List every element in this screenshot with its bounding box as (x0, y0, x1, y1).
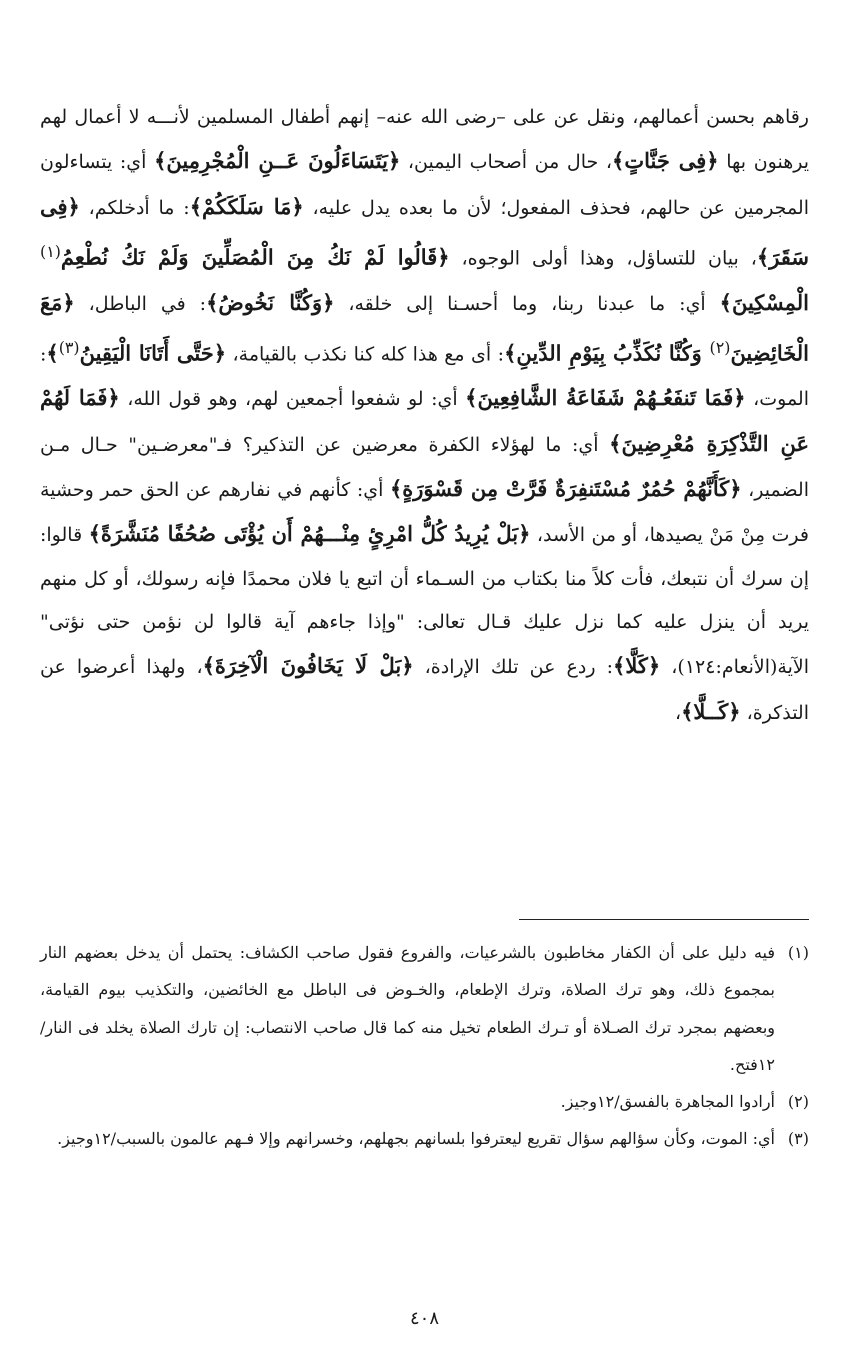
body-segment: ، حال من أصحاب اليمين، (400, 151, 613, 174)
page-number: ٤٠٨ (409, 1308, 439, 1329)
footnote-text: أرادوا المجاهرة بالفسق/١٢وجيز. (560, 1092, 775, 1112)
footnote-1 (40, 934, 809, 1083)
body-segment: أي: كأنهم في نفارهم عن الحق حمر وحشية فرت مِنْ مَنْ يصيدها، أو من الأسد، (40, 479, 809, 547)
footnote-2 (40, 1083, 809, 1120)
quran-quote: ﴿بَلْ لَا يَخَافُونَ الْآخِرَةَ﴾ (202, 653, 414, 679)
body-segment: ، ولهذا أعرضوا عن التذكرة، (40, 656, 809, 724)
body-segment: أي: ما عبدنا ربنا، وما أحسـنا إلى خلقه، (334, 292, 720, 315)
quran-quote: ﴿كَأَنَّهُمْ حُمُرٌ مُسْتَنفِرَةٌ فَرَّتْ مِن قَسْوَرَةٍ﴾ (389, 476, 742, 502)
footnote-marker: (٢) (709, 337, 731, 357)
footnote-number: (٢) (787, 1092, 809, 1112)
book-page (40, 96, 809, 1360)
quran-quote: ﴿وَكُنَّا نَخُوضُ﴾ (206, 289, 335, 315)
quran-quote: وَكُنَّا نُكَذِّبُ بِيَوْمِ الدِّينِ﴾ (504, 340, 710, 366)
footnote-3 (40, 1120, 809, 1157)
body-segment: قالوا: إن سرك أن نتبعك، فأت كلاً منا بكتاب من السـماء أن اتبع يا فلان محمدًا فإنه رسولك، أو كل منهم يريد أن ينزل عليه كما نزل عليك قـال تعالى: "وإذا جاءهم آية قالوا لن نؤمن حتى نؤتى" الآية(الأنعام:١٢٤)، (40, 524, 809, 679)
body-segment: : الموت، (40, 343, 809, 411)
quran-quote: ﴾ (46, 340, 59, 366)
footnotes (40, 934, 809, 1158)
body-segment: أي: يتساءلون المجرمين عن حالهم، فحذف المفعول؛ لأن ما بعده يدل عليه، (40, 151, 809, 219)
quran-quote: ﴿حَتَّى أَتَانَا الْيَقِينُ (79, 340, 227, 366)
body-segment: أي: ما لهؤلاء الكفرة معرضين عن التذكير؟ فـ"معرضـين" حـال مـن الضمير، (40, 433, 809, 502)
quran-quote: ﴿كَــلَّا﴾ (681, 698, 741, 724)
quran-quote: ﴿فَمَا تَنفَعُـهُمْ شَفَاعَةُ الشَّافِعِينَ﴾ (465, 385, 746, 411)
body-segment: ، بيان للتساؤل، وهذا أولى الوجوه، (449, 247, 757, 270)
body-segment: : في الباطل، (74, 292, 207, 315)
footnote-marker: (٣) (58, 337, 80, 357)
footnote-marker: (١) (40, 241, 61, 261)
footnote-text: فيه دليل على أن الكفار مخاطبون بالشرعيات، والفروع فقول صاحب الكشاف: يحتمل أن يدخل بعضهم النار بمجموع ذلك، وهو ترك الصلاة، وترك الإطعام، والخـوض فى الباطل مع الخائضين، والتكذيب بيوم القيامة، وبعضهم بمجرد ترك الصـلاة أو تـرك الطعام تخيل منه كما قال صاحب الانتصاب: إن تارك الصلاة يخلد فى النار/١٢فتح. (40, 943, 775, 1074)
footnote-text: أي: الموت، وكأن سؤالهم سؤال تقريع ليعترفوا بلسانهم بجهلهم، وخسرانهم وإلا فـهم عالمون بالسبب/١٢وجيز. (57, 1129, 775, 1149)
quran-quote: ﴿فِى جَنَّاتٍ﴾ (612, 148, 719, 174)
quran-quote: ﴿مَعَ الْخَائِضِينَ (40, 289, 810, 366)
footnote-number: (١) (787, 943, 809, 962)
quran-quote: ﴿فِى سَقَرَ﴾ (40, 193, 810, 270)
body-segment: : أى مع هذا كله كنا نكذب بالقيامة، (226, 343, 505, 366)
body-segment: أي: لو شفعوا أجمعين لهم، وهو قول الله، (119, 388, 466, 411)
quran-quote: ﴿يَتَسَاءَلُونَ عَــنِ الْمُجْرِمِينَ﴾ (154, 148, 401, 174)
body-segment: : ما أدخلكم، (79, 196, 190, 219)
body-segment: : ردع عن تلك الإرادة، (413, 656, 614, 679)
tafsir-body-text (40, 96, 809, 735)
quran-quote: ﴿بَلْ يُرِيدُ كُلُّ امْرِئٍ مِنْـــهُمْ أَن يُؤْتَى صُحُفًا مُنَشَّرَةً﴾ (88, 521, 531, 547)
footnote-separator (519, 919, 809, 920)
quran-quote: ﴿مَا سَلَكَكُمْ﴾ (189, 193, 304, 219)
quran-quote: ﴿فَمَا لَهُمْ عَنِ التَّذْكِرَةِ مُعْرِضِينَ﴾ (40, 385, 809, 456)
quran-quote: ﴿قَالُوا لَمْ نَكُ مِنَ الْمُصَلِّينَ وَلَمْ نَكُ نُطْعِمُ (60, 244, 450, 270)
quran-quote: الْمِسْكِينَ﴾ (719, 289, 809, 315)
footnote-number: (٣) (787, 1129, 809, 1149)
body-segment: رقاهم بحسن أعمالهم، ونقل عن على –رضى الله عنه– إنهم أطفال المسلمين لأنـــه لا أعمال لهم يرهنون بها (40, 106, 809, 174)
quran-quote: ﴿كَلَّا﴾ (613, 653, 661, 679)
body-segment: ، (674, 701, 682, 724)
